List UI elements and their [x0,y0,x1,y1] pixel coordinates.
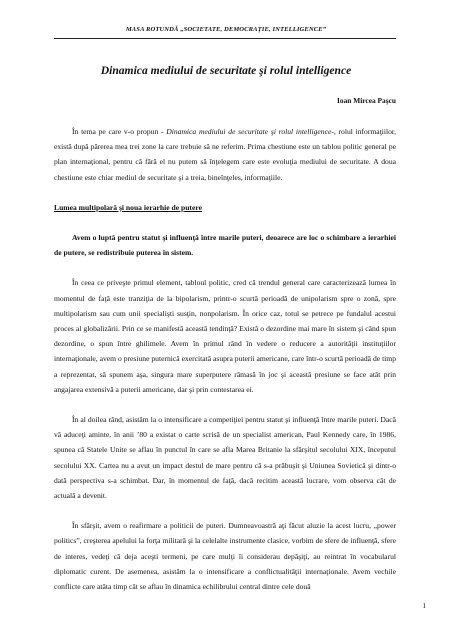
page-number: 1 [422,602,426,610]
document-body [54,124,396,609]
paragraph-2: În ceea ce priveşte primul element, tabloul politic, cred că trendul general care caracterizează lumea în momentul de faţă este tranziţia de la bipolarism, printr-o scurtă perioadă de unipolarism spre o zonă, spre multipolarism sau cum unii specialişti susţin, nonpolarism. În orice caz, totul se petrece pe fundalul acestui proces al globalizării. Prin ce se manifestă această tendinţă? Există o dezordine mai mare în sistem şi când spun dezordine, o spun între ghilimele. Avem în primul rând în vedere o reducere a autorităţii instituţiilor internaţionale, avem o presiune puternică exercitată asupra puterii americane, care într-o scurtă perioadă de timp a reprezentat, să spunem aşa, singura mare superputere rămasă în joc şi această presiune se face atât prin angajarea extensivă a puterii americane, dar şi prin contestarea ei. [54,278,396,394]
paragraph-3: În al doilea rând, asistăm la o intensificare a competiţiei pentru statut şi influenţă între marile puteri. Dacă vă aduceţi aminte, în anii ’80 a existat o carte scrisă de un specialist american, Paul Kennedy care, în 1986, spunea că Statele Unite se aflau în punctul în care se afla Marea Britanie la sfârşitul secolului XIX, începutul secolului XX. Cartea nu a avut un impact destul de mare pentru că s-a prăbuşit şi Uniunea Sovietică şi dintr-o dată perspectiva s-a schimbat. Dar, în momentul de faţă, dacă recitim această lucrare, vom observa cât de actuală a devenit. [54,415,396,501]
running-header: MASA ROTUNDĂ „SOCIETATE, DEMOCRAȚIE, INTELLIGENCE” [125,26,327,33]
header-divider [54,38,396,39]
author-name: Ioan Mircea Paşcu [337,96,396,105]
lead-paragraph: Avem o luptă pentru statut şi influenţă între marile puteri, deoarece are loc o schimbare a ierarhiei de putere, se redistribuie puterea în sistem. [54,233,396,258]
paragraph-intro [54,124,396,185]
paragraph-intro-start: În tema pe care v-o propun - [72,127,167,136]
paragraph-4: În sfârşit, avem o reafirmare a politicii de puteri. Dumneavoastră aţi făcut aluzie la acest lucru, „power politics”, creşterea apelului la forţa militară şi la celelalte instrumente clasice, vorbim de sfere de influenţă, sfere de interes, vedeţi că deja aceşti termeni, pe care mulţi îi considerau depăşiţi, au reintrat în vocabularul diplomatic curent. De asemenea, asistăm la o intensificare a conflictualităţii internaţionale. Avem vechile conflicte care atâta timp cât se aflau în dinamica echilibrului central dintre cele două [54,521,396,592]
document-title: Dinamica mediului de securitate şi rolul intelligence [100,64,352,77]
paragraph-intro-end: , rolul informaţiilor, există după părerea mea trei zone la care trebuie să ne referim. Prima chestiune este un tablou politic general pe plan internaţional, pentru că fără el nu putem să înţelegem care este evoluţia mediului de securitate. A doua chestiune este chiar mediul de securitate şi a treia, bineînţeles, informaţiile. [54,127,396,182]
paragraph-intro-emphasis: Dinamica mediului de securitate şi rolul intelligence- [166,127,334,136]
section-heading: Lumea multipolară şi noua ierarhie de putere [54,202,202,212]
